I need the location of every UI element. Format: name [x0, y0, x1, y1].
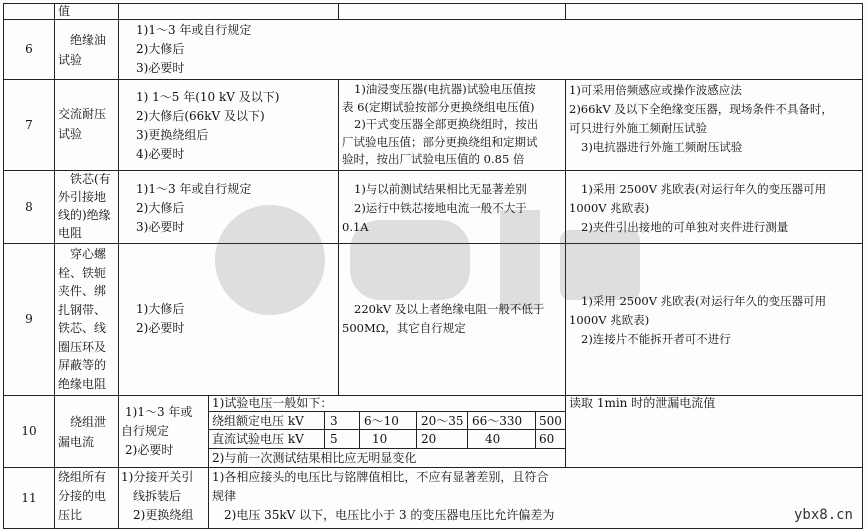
period-line: 1)1～3 年或自行规定 — [136, 23, 252, 37]
col-divider — [565, 3, 566, 19]
dc-voltage-cell: 10 — [372, 432, 388, 446]
row-divider — [3, 243, 863, 244]
dc-voltage-cell: 20 — [421, 432, 437, 446]
item-name — [58, 412, 116, 452]
row-number: 7 — [25, 118, 33, 132]
requirement-line: 1)各相应接头的电压比与铭牌值相比，不应有显著差别，且符合 — [212, 470, 549, 484]
requirement-line: 220kV 及以上者绝缘电阻一般不低于 — [354, 302, 545, 316]
item-name-line: 漏电流 — [58, 435, 95, 449]
col-divider — [54, 3, 55, 528]
period-cell — [136, 88, 336, 164]
period-line: 1)分接开关引 — [121, 470, 194, 484]
item-name — [58, 30, 116, 70]
requirement-tail: 2)与前一次测试结果相比应无明显变化 — [212, 451, 417, 465]
notes-line: 2)66kV 及以下全绝缘变压器，现场条件不具备时， — [569, 102, 833, 116]
notes-line: 2)夹件引出接地的可单独对夹件进行测量 — [581, 220, 789, 234]
period-line: 2)大修后 — [136, 201, 185, 215]
notes-line: 1)采用 2500V 兆欧表(对运行年久的变压器可用 — [581, 182, 827, 196]
dc-voltage-cell: 5 — [330, 432, 338, 446]
item-name — [58, 104, 116, 144]
header-cell: 值 — [58, 4, 71, 18]
row-number: 9 — [25, 312, 33, 326]
period-cell — [136, 180, 336, 237]
rated-voltage-cell: 6～10 — [364, 414, 399, 428]
requirement-cell — [342, 81, 564, 169]
rated-voltage-cell: 20～35 — [421, 414, 464, 428]
period-cell — [121, 468, 207, 525]
item-name-line: 绕组泄 — [70, 415, 107, 429]
item-name-line: 屏蔽等的 — [58, 358, 107, 372]
requirement-line: 厂试验电压值；部分更换绕组和定期试 — [342, 134, 538, 149]
rated-voltage-cell: 3 — [330, 414, 338, 428]
row-number: 8 — [25, 200, 33, 214]
subtable-line — [467, 411, 468, 448]
item-name — [58, 245, 118, 393]
period-line: 3)更换绕组后 — [136, 128, 209, 142]
item-name — [58, 170, 118, 242]
dc-voltage-label: 直流试验电压 kV — [212, 432, 304, 446]
item-name-line: 交流耐压 — [58, 107, 107, 121]
row-divider — [3, 19, 863, 20]
table-border-top — [3, 3, 863, 4]
notes-line: 1000V 兆欧表) — [569, 313, 650, 327]
requirement-line: 1)与以前测试结果相比无显著差别 — [354, 182, 527, 196]
requirement-cell — [342, 300, 564, 338]
subtable-line — [324, 411, 325, 448]
period-line: 自行规定 — [121, 424, 170, 438]
subtable-line — [416, 411, 417, 448]
col-divider — [565, 79, 566, 467]
period-cell — [136, 300, 336, 338]
period-line: 2)必要时 — [136, 321, 185, 335]
site-watermark: ybx8.cn — [793, 507, 853, 523]
period-line: 1)大修后 — [136, 302, 185, 316]
subtable-line — [359, 411, 360, 448]
requirement-line: 1)油浸变压器(电抗器)试验电压值按 — [354, 82, 536, 96]
item-name-line: 夹件、绑 — [58, 284, 107, 298]
period-line: 4)必要时 — [136, 147, 185, 161]
item-name — [58, 468, 118, 525]
col-divider — [208, 395, 209, 528]
item-name-line: 试验 — [58, 53, 83, 67]
item-name-line: 绝缘油 — [70, 33, 107, 47]
table-border-right — [862, 3, 863, 528]
col-divider — [338, 79, 339, 395]
period-cell — [121, 403, 207, 460]
requirement-line: 2)电压 35kV 以下，电压比小于 3 的变压器电压比允许偏差为 — [224, 508, 555, 522]
rated-voltage-cell: 500 — [539, 414, 562, 428]
item-name-line: 分接的电 — [58, 489, 107, 503]
requirement-line: 验时，按出厂试验电压值的 0.85 倍 — [342, 152, 525, 166]
notes-line: 1)采用 2500V 兆欧表(对运行年久的变压器可用 — [581, 294, 827, 308]
period-line: 2)大修后(66kV 及以下) — [136, 109, 265, 123]
item-name-line: 扎钢带、 — [58, 302, 107, 317]
requirement-cell — [212, 468, 592, 525]
period-line: 3)必要时 — [136, 220, 185, 234]
row-number: 11 — [21, 491, 37, 505]
item-name-line: 铁芯、线 — [58, 321, 107, 335]
period-line: 2)更换绕组 — [133, 508, 194, 522]
period-line: 2)大修后 — [136, 42, 185, 56]
item-name-line: 电阻 — [58, 226, 83, 240]
rated-voltage-cell: 66～330 — [472, 414, 523, 428]
item-name-line: 穿心螺 — [70, 247, 107, 261]
item-name-line: 试验 — [58, 127, 83, 141]
item-name-line: 压比 — [58, 508, 83, 522]
row-number: 10 — [21, 424, 37, 438]
notes-line: 3)电抗器进行外施工频耐压试验 — [581, 140, 743, 154]
col-divider — [338, 3, 339, 19]
item-name-line: 栓、铁轭 — [58, 265, 107, 280]
table-border-bottom — [3, 528, 863, 529]
notes-cell — [569, 81, 861, 157]
item-name-line: 圈压环及 — [58, 339, 107, 354]
period-line: 3)必要时 — [136, 61, 185, 75]
requirement-line: 表 6(定期试验按部分更换绕组电压值) — [342, 99, 535, 114]
period-line: 1)1～3 年或 — [125, 405, 193, 419]
col-divider — [118, 3, 119, 528]
notes-line: 1000V 兆欧表) — [569, 201, 650, 215]
period-line: 1)1～3 年或自行规定 — [136, 182, 252, 196]
item-name-line: 铁芯(有 — [70, 172, 111, 186]
subtable-line — [535, 411, 536, 448]
row-number: 6 — [25, 42, 33, 56]
notes-cell — [569, 292, 861, 349]
item-name-line: 外引接地 — [58, 190, 107, 204]
dc-voltage-cell: 60 — [539, 432, 555, 446]
notes-line: 读取 1min 时的泄漏电流值 — [569, 396, 716, 410]
notes-cell — [569, 394, 861, 412]
requirement-line: 规律 — [212, 489, 237, 503]
period-cell — [136, 21, 336, 78]
item-name-line: 绕组所有 — [58, 470, 107, 484]
requirement-line: 2)运行中铁芯接地电流一般不大于 — [354, 201, 527, 215]
requirement-head: 1)试验电压一般如下： — [212, 396, 333, 410]
notes-cell — [569, 180, 861, 237]
row-divider — [3, 79, 863, 80]
period-line: 2)必要时 — [125, 443, 174, 457]
notes-line: 可只进行外施工频耐压试验 — [569, 121, 707, 135]
notes-line: 1)可采用倍频感应或操作波感应法 — [569, 83, 742, 97]
item-name-line: 绝缘电阻 — [58, 376, 107, 391]
requirement-line: 0.1A — [342, 220, 369, 234]
requirement-line: 500MΩ，其它自行规定 — [342, 321, 466, 335]
period-line: 1) 1～5 年(10 kV 及以下) — [136, 90, 280, 104]
period-line: 线拆装后 — [133, 489, 182, 503]
requirement-cell — [342, 180, 564, 237]
notes-line: 2)连接片不能拆开者可不进行 — [581, 332, 731, 346]
row-divider — [3, 170, 863, 171]
item-name-line: 线的)绝缘 — [58, 208, 111, 222]
rated-voltage-label: 绕组额定电压 kV — [212, 414, 304, 428]
requirement-line: 2)干式变压器全部更换绕组时，按出 — [354, 117, 539, 131]
dc-voltage-cell: 40 — [485, 432, 501, 446]
